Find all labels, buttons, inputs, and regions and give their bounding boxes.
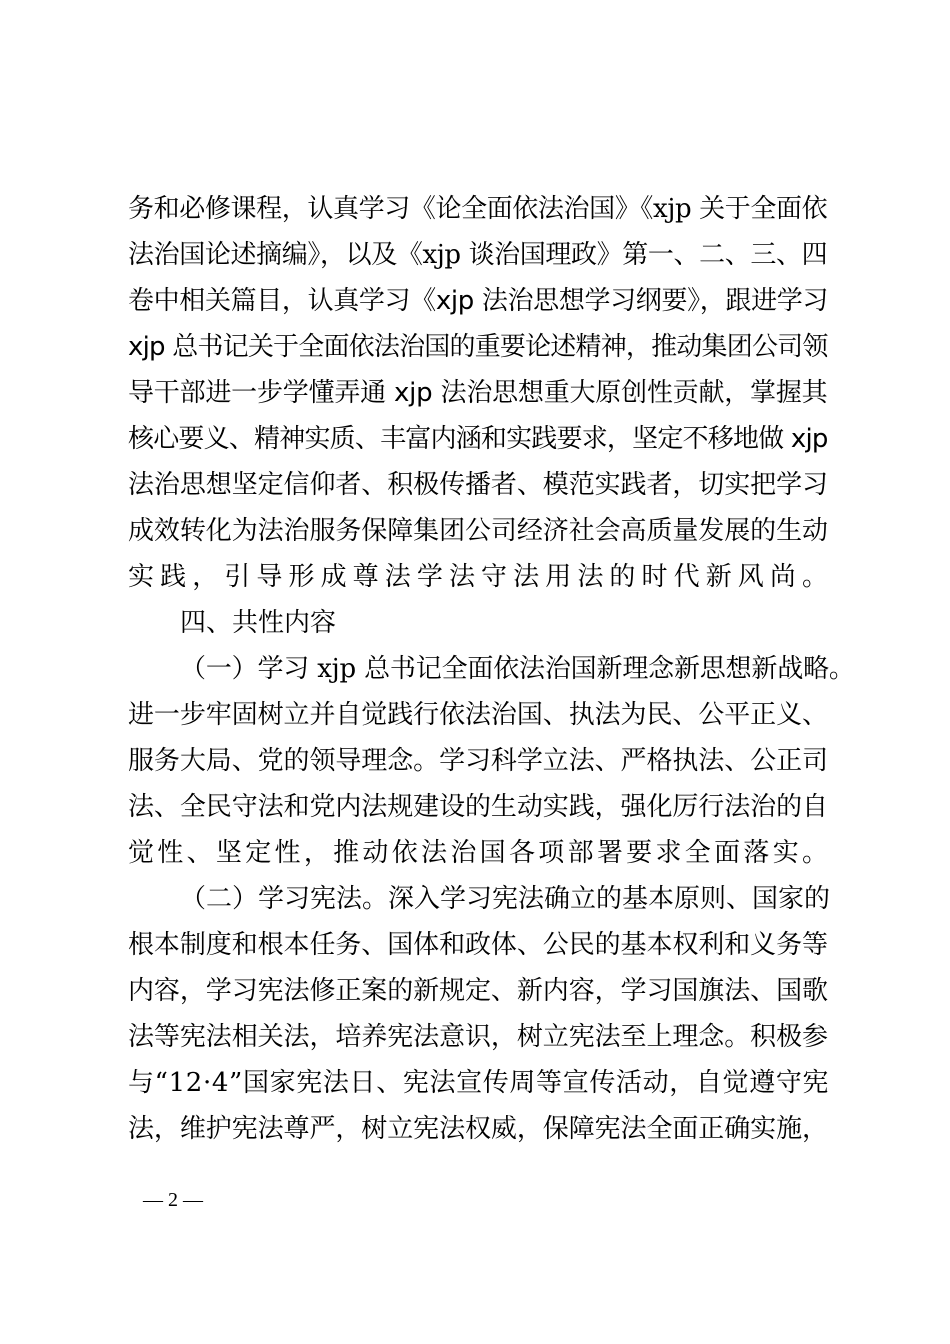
subsection-2-line-5: 法，维护宪法尊严，树立宪法权威，保障宪法全面正确实施， (128, 1114, 828, 1144)
body-line-5: 导干部进一步学懂弄通 xjp 法治思想重大原创性贡献，掌握其 (128, 378, 828, 408)
body-line-6: 核心要义、精神实质、丰富内涵和实践要求，坚定不移地做 xjp (128, 424, 828, 454)
body-line-9: 实践，引导形成尊法学法守法用法的时代新风尚。 (128, 562, 835, 592)
subsection-1-line-4: 觉性、坚定性，推动依法治国各项部署要求全面落实。 (128, 838, 832, 868)
subsection-2-line-2: 内容，学习宪法修正案的新规定、新内容，学习国旗法、国歌 (128, 976, 828, 1006)
subsection-2-line-3: 法等宪法相关法，培养宪法意识，树立宪法至上理念。积极参 (128, 1022, 828, 1052)
subsection-1-line-2: 服务大局、党的领导理念。学习科学立法、严格执法、公正司 (128, 746, 828, 776)
body-line-8: 成效转化为法治服务保障集团公司经济社会高质量发展的生动 (128, 516, 828, 546)
body-line-4: xjp 总书记关于全面依法治国的重要论述精神，推动集团公司领 (128, 332, 828, 362)
section-heading: 四、共性内容 (180, 608, 337, 638)
subsection-1-title: （一）学习 xjp 总书记全面依法治国新理念新思想新战略。 (180, 654, 855, 684)
subsection-2-line-4: 与“12·4”国家宪法日、宪法宣传周等宣传活动，自觉遵守宪 (128, 1068, 830, 1098)
body-line-7: 法治思想坚定信仰者、积极传播者、模范实践者，切实把学习 (128, 470, 828, 500)
body-line-3: 卷中相关篇目，认真学习《xjp 法治思想学习纲要》，跟进学习 (128, 286, 829, 316)
body-line-1: 务和必修课程，认真学习《论全面依法治国》《xjp 关于全面依 (128, 194, 828, 224)
subsection-2-title: （二）学习宪法。深入学习宪法确立的基本原则、国家的 (180, 884, 831, 914)
subsection-1-line-3: 法、全民守法和党内法规建设的生动实践，强化厉行法治的自 (128, 792, 828, 822)
body-line-2: 法治国论述摘编》，以及《xjp 谈治国理政》第一、二、三、四 (128, 240, 828, 270)
subsection-1-line-1: 进一步牢固树立并自觉践行依法治国、执法为民、公平正义、 (128, 700, 828, 730)
subsection-2-line-1: 根本制度和根本任务、国体和政体、公民的基本权利和义务等 (128, 930, 828, 960)
page-number: — 2 — (143, 1189, 203, 1211)
